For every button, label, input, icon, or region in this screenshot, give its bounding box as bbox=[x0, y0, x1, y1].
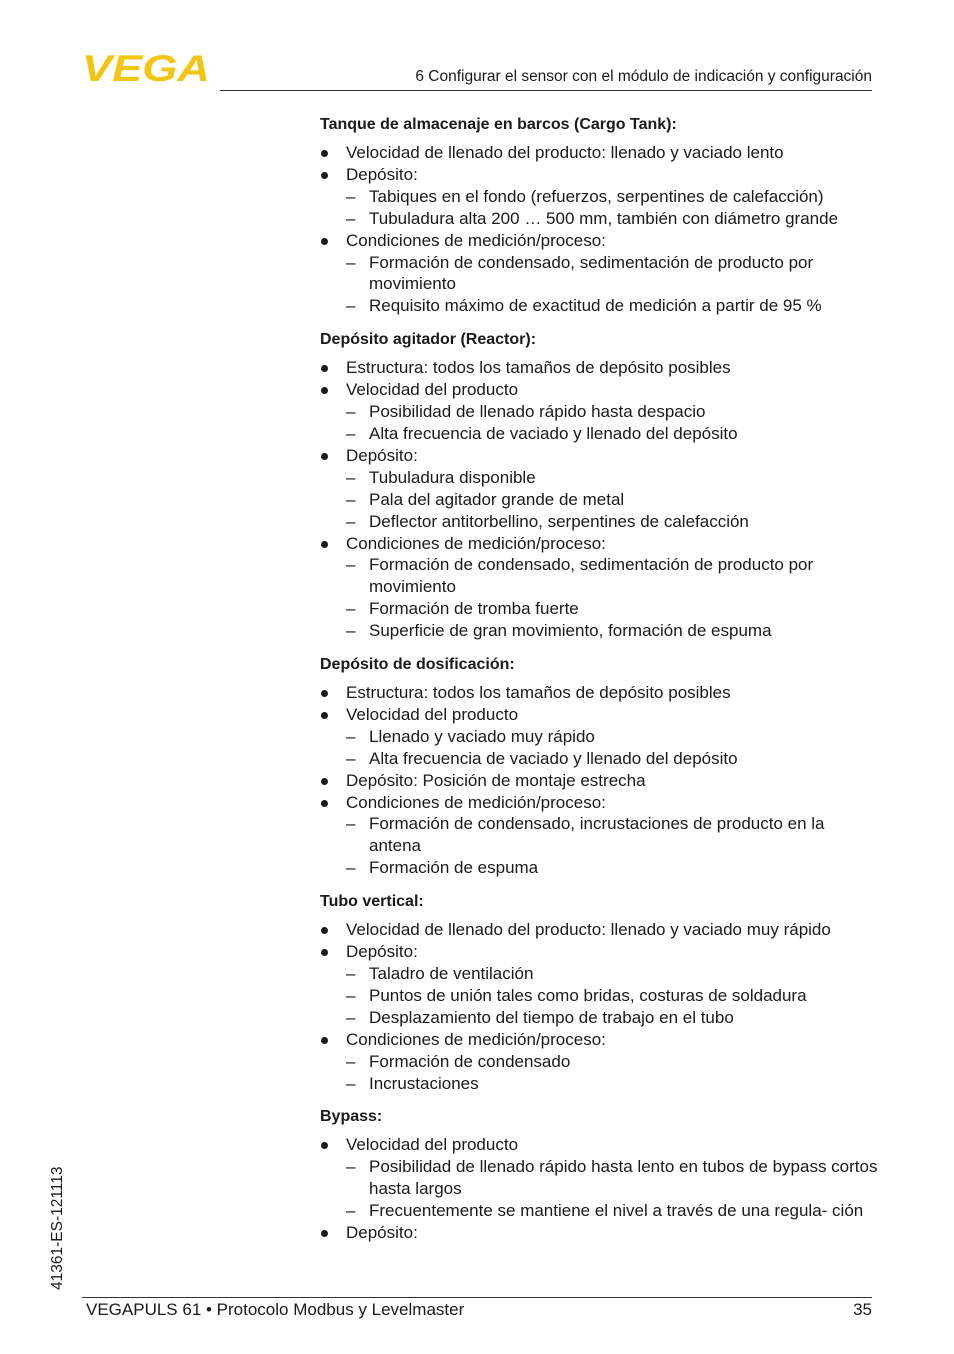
dash-marker: – bbox=[346, 1073, 356, 1093]
section-title: Bypass: bbox=[320, 1108, 383, 1126]
dash-item-text: Tubuladura alta 200 … 500 mm, también con diámetro grande bbox=[369, 208, 839, 228]
dash-item bbox=[320, 252, 880, 296]
dash-item bbox=[320, 295, 880, 317]
dash-item bbox=[320, 813, 880, 857]
dash-item bbox=[320, 963, 880, 985]
dash-item bbox=[320, 857, 880, 879]
dash-item-text: Formación de condensado bbox=[369, 1051, 571, 1071]
bullet-item: Condiciones de medición/proceso: bbox=[320, 1029, 880, 1051]
dash-marker: – bbox=[346, 621, 356, 641]
dash-marker: – bbox=[346, 296, 356, 316]
dash-item-text: Puntos de unión tales como bridas, costuras de soldadura bbox=[369, 985, 807, 1005]
dash-item-text: Posibilidad de llenado rápido hasta lento en tubos de bypass cortos hasta largos bbox=[369, 1157, 878, 1199]
dash-marker: – bbox=[346, 511, 356, 531]
bullet-item: Depósito: Posición de montaje estrecha bbox=[320, 770, 880, 792]
dash-item bbox=[320, 423, 880, 445]
dash-item bbox=[320, 489, 880, 511]
dash-item bbox=[320, 748, 880, 770]
document-code: 41361-ES-121113 bbox=[49, 1166, 66, 1290]
bullet-item: Depósito: bbox=[320, 445, 880, 467]
dash-item-text: Formación de condensado, sedimentación de producto por movimiento bbox=[369, 252, 814, 294]
dash-marker: – bbox=[346, 1007, 356, 1027]
dash-marker: – bbox=[346, 186, 356, 206]
dash-item-text: Formación de condensado, incrustaciones de producto en la antena bbox=[369, 814, 825, 856]
bullet-item: Estructura: todos los tamaños de depósito posibles bbox=[320, 682, 880, 704]
dash-item-text: Desplazamiento del tiempo de trabajo en el tubo bbox=[369, 1007, 734, 1027]
dash-item bbox=[320, 1051, 880, 1073]
bullet-item: Velocidad del producto bbox=[320, 379, 880, 401]
dash-item-text: Posibilidad de llenado rápido hasta despacio bbox=[369, 402, 706, 422]
dash-item bbox=[320, 186, 880, 208]
vega-logo bbox=[82, 52, 212, 82]
dash-marker: – bbox=[346, 1157, 356, 1177]
dash-item-text: Taladro de ventilación bbox=[369, 964, 534, 983]
dash-item bbox=[320, 554, 880, 598]
page-number: 35 bbox=[853, 1300, 872, 1319]
dash-item-text: Alta frecuencia de vaciado y llenado del depósito bbox=[369, 423, 738, 443]
dash-item-text: Llenado y vaciado muy rápido bbox=[369, 726, 595, 746]
bullet-item: Depósito: bbox=[320, 164, 880, 186]
bullet-item: Condiciones de medición/proceso: bbox=[320, 230, 880, 252]
dash-item bbox=[320, 1073, 880, 1095]
dash-marker: – bbox=[346, 748, 356, 768]
dash-marker: – bbox=[346, 252, 356, 272]
dash-marker: – bbox=[346, 1201, 356, 1221]
dash-item bbox=[320, 511, 880, 533]
dash-marker: – bbox=[346, 858, 356, 878]
bullet-item: Depósito: bbox=[320, 941, 880, 963]
dash-item-text: Incrustaciones bbox=[369, 1073, 479, 1093]
section bbox=[320, 1106, 880, 1244]
dash-item bbox=[320, 620, 880, 642]
dash-marker: – bbox=[346, 489, 356, 509]
section-title: Tubo vertical: bbox=[320, 893, 424, 911]
page-content bbox=[320, 114, 880, 1256]
dash-marker: – bbox=[346, 423, 356, 443]
dash-item-text: Requisito máximo de exactitud de medición a partir de 95 % bbox=[369, 296, 822, 316]
dash-marker: – bbox=[346, 555, 356, 575]
dash-item bbox=[320, 985, 880, 1007]
bullet-item: Velocidad del producto bbox=[320, 704, 880, 726]
dash-item bbox=[320, 726, 880, 748]
dash-item bbox=[320, 401, 880, 423]
dash-marker: – bbox=[346, 467, 356, 487]
dash-marker: – bbox=[346, 1051, 356, 1071]
footer-product: VEGAPULS 61 • Protocolo Modbus y Levelmaster bbox=[86, 1300, 465, 1319]
dash-item-text: Frecuentemente se mantiene el nivel a través de una regula- ción bbox=[369, 1201, 864, 1221]
dash-item-text: Formación de espuma bbox=[369, 858, 539, 878]
dash-item bbox=[320, 598, 880, 620]
dash-marker: – bbox=[346, 402, 356, 422]
section-title: Depósito agitador (Reactor): bbox=[320, 331, 537, 349]
dash-marker: – bbox=[346, 599, 356, 619]
dash-item-text: Deflector antitorbellino, serpentines de calefacción bbox=[369, 511, 749, 531]
bullet-item: Estructura: todos los tamaños de depósito posibles bbox=[320, 357, 880, 379]
dash-marker: – bbox=[346, 208, 356, 228]
footer-divider bbox=[82, 1297, 872, 1298]
dash-item-text: Alta frecuencia de vaciado y llenado del depósito bbox=[369, 748, 738, 768]
dash-item-text: Formación de tromba fuerte bbox=[369, 599, 579, 619]
dash-item-text: Pala del agitador grande de metal bbox=[369, 489, 625, 509]
vega-logo-text: VEGA bbox=[82, 52, 210, 82]
section bbox=[320, 114, 880, 317]
section-title: Tanque de almacenaje en barcos (Cargo Tank): bbox=[320, 116, 677, 133]
bullet-item: Depósito: bbox=[320, 1222, 880, 1244]
dash-item-text: Tabiques en el fondo (refuerzos, serpentines de calefacción) bbox=[369, 186, 824, 206]
section-title: Depósito de dosificación: bbox=[320, 656, 515, 674]
dash-item bbox=[320, 208, 880, 230]
dash-item-text: Tubuladura disponible bbox=[369, 467, 536, 487]
header-divider bbox=[220, 90, 872, 91]
bullet-item: Velocidad del producto bbox=[320, 1134, 880, 1156]
dash-item bbox=[320, 467, 880, 489]
dash-item-text: Superficie de gran movimiento, formación de espuma bbox=[369, 621, 772, 641]
dash-marker: – bbox=[346, 726, 356, 746]
bullet-item: Condiciones de medición/proceso: bbox=[320, 792, 880, 814]
dash-item-text: Formación de condensado, sedimentación de producto por movimiento bbox=[369, 555, 814, 597]
chapter-title: 6 Configurar el sensor con el módulo de indicación y configuración bbox=[415, 68, 872, 85]
bullet-item: Velocidad de llenado del producto: llenado y vaciado lento bbox=[320, 142, 880, 164]
dash-item bbox=[320, 1007, 880, 1029]
bullet-item: Condiciones de medición/proceso: bbox=[320, 533, 880, 555]
dash-marker: – bbox=[346, 985, 356, 1005]
section bbox=[320, 329, 880, 642]
dash-marker: – bbox=[346, 814, 356, 834]
dash-item bbox=[320, 1200, 880, 1222]
section bbox=[320, 891, 880, 1094]
dash-item bbox=[320, 1156, 880, 1200]
bullet-item: Velocidad de llenado del producto: llenado y vaciado muy rápido bbox=[320, 919, 880, 941]
section bbox=[320, 654, 880, 879]
dash-marker: – bbox=[346, 964, 356, 983]
